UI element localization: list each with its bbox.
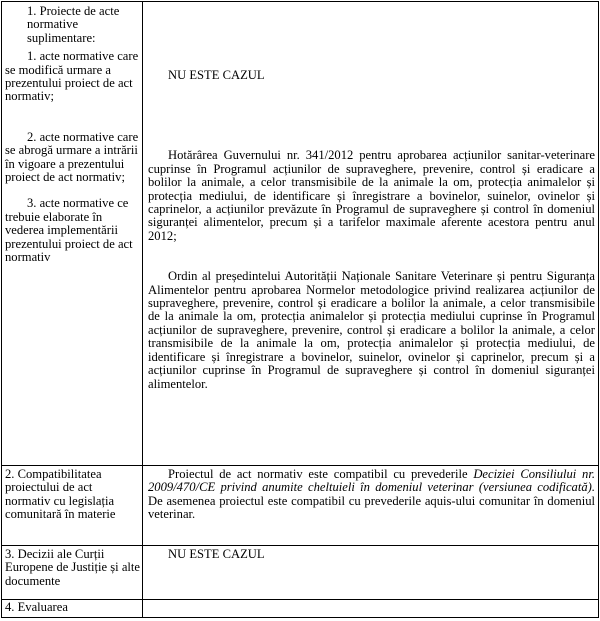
row1-hg-text: Hotărârea Guvernului nr. 341/2012 pentru aprobarea acțiunilor sanitar-veterinare cuprinse în Programul acțiunilor de supraveghere, prevenire, control și eradicare a bolilor la animale, a celor transmisibile de la animale la om, protecția animalelor și protecția mediului, de identificare și înregistrare a bovinelor, suinelor, ovinelor și caprinelor, a acțiunilor prevăzute în Programul de supraveghere și control în domeniul siguranței alimentelor, precum și a tarifelor maximale aferente acestora pentru anul 2012; xyxy=(148,148,595,243)
table-row xyxy=(2,466,599,546)
row3-not-case: NU ESTE CAZUL xyxy=(168,547,265,561)
row3-label: 3. Decizii ale Curții Europene de Justiție și alte documente xyxy=(5,547,140,588)
row3-right-cell xyxy=(143,546,599,600)
table-row xyxy=(2,2,599,466)
row2-text-part2: De asemenea proiectul este compatibil cu prevederile aquis-ului comunitar în domeniul veterinar. xyxy=(148,493,595,522)
annex-table xyxy=(1,1,599,618)
row2-label: 2. Compatibilitatea proiectului de act normativ cu legislația comunitară în materie xyxy=(5,467,116,522)
row1-left-cell xyxy=(2,2,143,466)
row2-text-part1: Proiectul de act normativ este compatibil cu prevederile xyxy=(168,467,474,481)
row1-ordin-text: Ordin al președintelui Autorității Naționale Sanitare Veterinare și pentru Siguranța Alimentelor pentru aprobarea Normelor metodologice privind realizarea acțiunilor de supraveghere, prevenire, control și eradicare a bolilor la animale, a celor transmisibile de la animale la om, protecția animalelor și protecția mediului cuprinse în Programul acțiunilor de supraveghere, prevenire, control și eradicare a bolilor la animale, a celor transmisibile de la animale la om, protecția animalelor și protecția mediului, de identificare și înregistrare a bovinelor, suinelor, ovinelor și caprinelor, precum și a acțiunilor cuprinse în Programul de supraveghere și control în domeniul siguranței alimentelor. xyxy=(148,269,595,391)
row4-right-cell xyxy=(143,600,599,618)
row3-left-cell xyxy=(2,546,143,600)
row2-left-cell xyxy=(2,466,143,546)
row2-compat-text xyxy=(148,468,595,522)
row1-not-case: NU ESTE CAZUL xyxy=(168,68,265,82)
row4-left-cell xyxy=(2,600,143,618)
row2-right-cell xyxy=(143,466,599,546)
row1-sub2: 2. acte normative care se abrogă urmare a intrării în vigoare a prezentului proiect de act normativ; xyxy=(5,129,139,185)
row2-decision-ref: Deciziei Consiliului nr. 2009/470/CE privind anumite cheltuieli în domeniul veterinar (versiunea codificată). xyxy=(148,467,595,495)
row1-sub3: 3. acte normative ce trebuie elaborate în vederea implementării prezentului proiect de act normativ xyxy=(5,196,133,265)
table-row xyxy=(2,546,599,600)
table-row xyxy=(2,600,599,618)
row1-right-cell xyxy=(143,2,599,466)
row1-heading: 1. Proiecte de acte normative suplimentare: xyxy=(27,4,120,45)
row1-sub1: 1. acte normative care se modifică urmare a prezentului proiect de act normativ; xyxy=(5,49,139,104)
row4-label: 4. Evaluarea xyxy=(5,600,68,614)
